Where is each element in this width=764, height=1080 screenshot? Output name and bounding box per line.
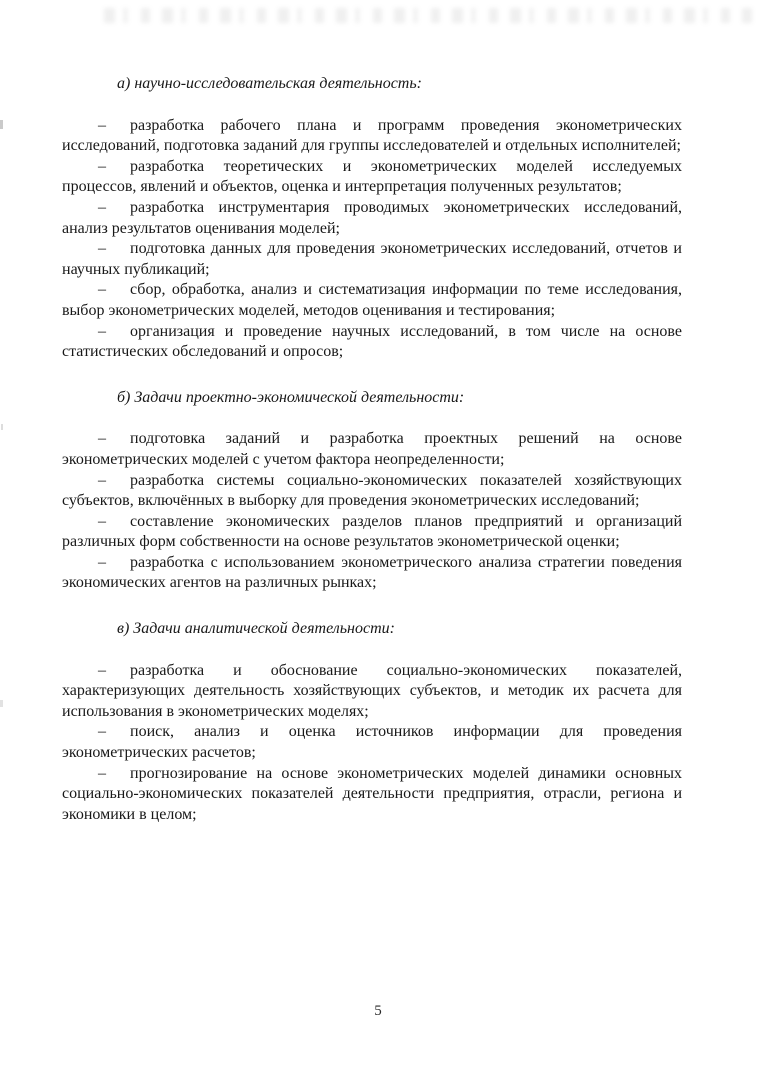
list-dash-marker: –	[98, 157, 106, 175]
list-item-text: разработка инструментария проводимых эконометрических исследований, анализ результатов оценивания моделей;	[62, 198, 682, 237]
document-body	[62, 74, 682, 825]
list-dash-marker: –	[98, 512, 106, 530]
list-item-text: организация и проведение научных исследований, в том числе на основе статистических обследований и опросов;	[62, 322, 682, 361]
list-item-text: разработка с использованием эконометрического анализа стратегии поведения экономических агентов на различных рынках;	[62, 553, 682, 592]
list-item-text: составление экономических разделов планов предприятий и организаций различных форм собственности на основе результатов эконометрической оценки;	[62, 512, 682, 551]
list-item	[62, 116, 682, 157]
list-item-text: прогнозирование на основе эконометрических моделей динамики основных социально-экономических показателей деятельности предприятия, отрасли, региона и экономики в целом;	[62, 764, 682, 823]
list-item-text: подготовка заданий и разработка проектных решений на основе эконометрических моделей с учетом фактора неопределенности;	[62, 430, 682, 468]
list-item	[62, 722, 682, 763]
scan-artifact-speck	[1, 424, 3, 430]
list-item	[62, 661, 682, 723]
list-item-text: сбор, обработка, анализ и систематизация информации по теме исследования, выбор эконометрических моделей, методов оценивания и тестирования;	[62, 281, 682, 319]
list-dash-marker: –	[98, 198, 106, 216]
list-item	[62, 471, 682, 512]
list-dash-marker: –	[98, 764, 106, 782]
list-dash-marker: –	[98, 322, 106, 340]
document-section	[62, 74, 682, 363]
section-heading: б) Задачи проектно-экономической деятельности:	[117, 388, 465, 406]
section-heading: а) научно-исследовательская деятельность:	[117, 75, 422, 92]
list-dash-marker: –	[98, 281, 106, 299]
list-item	[62, 429, 682, 470]
section-items	[62, 661, 682, 826]
list-item	[62, 157, 682, 198]
list-item	[62, 764, 682, 826]
list-dash-marker: –	[98, 240, 106, 258]
list-item	[62, 239, 682, 280]
list-dash-marker: –	[98, 471, 106, 489]
list-dash-marker: –	[98, 116, 106, 134]
scan-artifact-speck	[0, 700, 3, 707]
scan-artifact-speck	[0, 120, 3, 129]
list-dash-marker: –	[98, 723, 106, 741]
list-dash-marker: –	[98, 430, 106, 448]
page-number: 5	[374, 1003, 382, 1019]
list-item	[62, 553, 682, 594]
list-item-text: разработка теоретических и эконометрических моделей исследуемых процессов, явлений и объектов, оценка и интерпретация полученных результатов;	[62, 157, 682, 196]
section-items	[62, 116, 682, 363]
document-section	[62, 619, 682, 825]
list-item-text: подготовка данных для проведения эконометрических исследований, отчетов и научных публикаций;	[62, 240, 682, 278]
list-dash-marker: –	[98, 661, 106, 679]
list-item-text: поиск, анализ и оценка источников информации для проведения эконометрических расчетов;	[62, 723, 682, 762]
document-section	[62, 388, 682, 594]
list-item-text: разработка системы социально-экономических показателей хозяйствующих субъектов, включённых в выборку для проведения эконометрических исследований;	[62, 471, 682, 510]
list-dash-marker: –	[98, 553, 106, 571]
list-item	[62, 280, 682, 321]
list-item	[62, 198, 682, 239]
list-item	[62, 322, 682, 363]
section-items	[62, 429, 682, 594]
list-item	[62, 512, 682, 553]
section-heading: в) Задачи аналитической деятельности:	[117, 620, 395, 638]
list-item-text: разработка и обоснование социально-экономических показателей, характеризующих деятельность хозяйствующих субъектов, и методик их расчета для использования в эконометрических моделях;	[62, 661, 682, 720]
scan-artifact-smudge	[104, 8, 752, 23]
list-item-text: разработка рабочего плана и программ проведения эконометрических исследований, подготовка заданий для группы исследователей и отдельных исполнителей;	[62, 116, 682, 155]
